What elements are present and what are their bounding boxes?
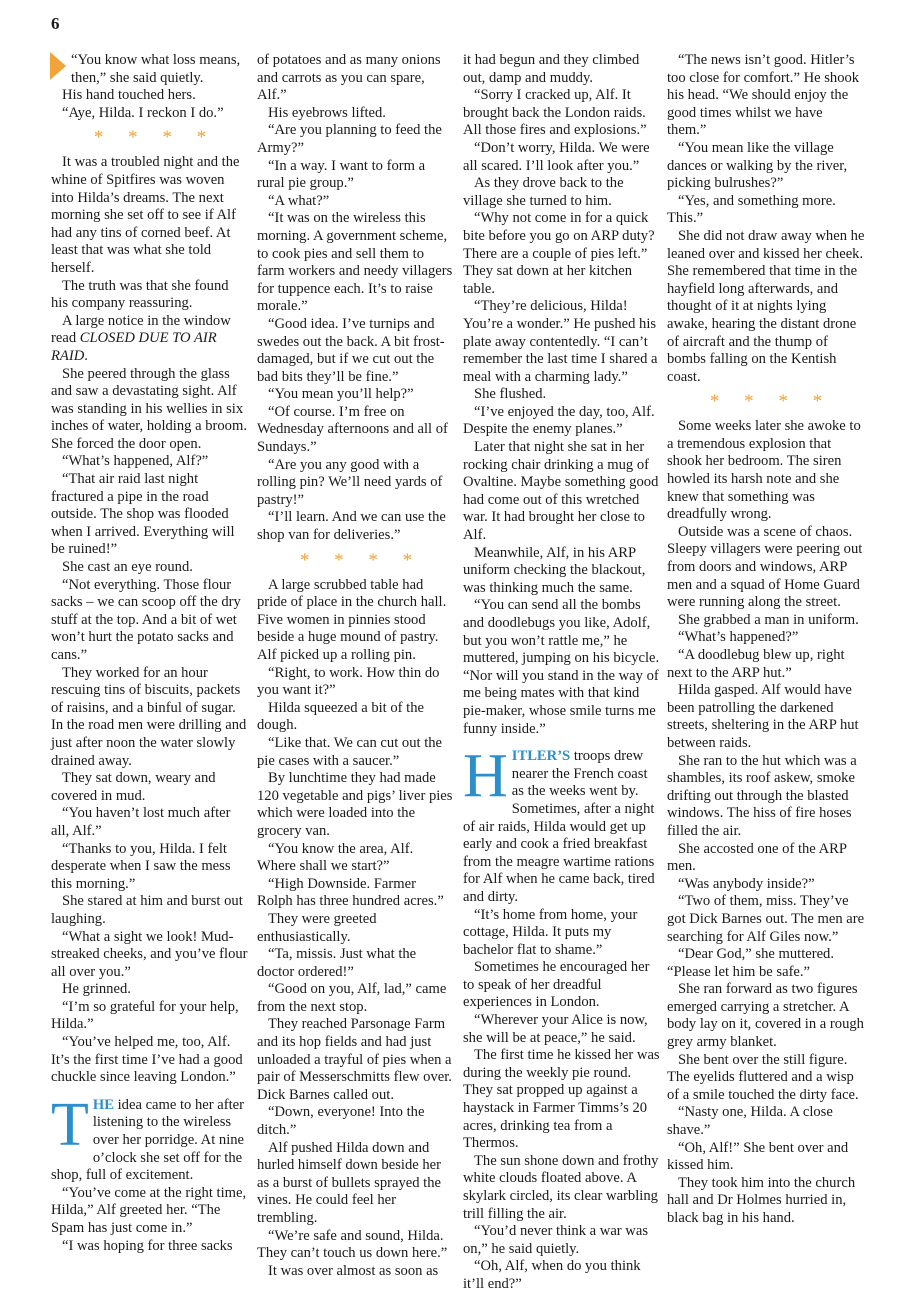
paragraph: She cast an eye round. — [62, 559, 193, 576]
section-break-stars: * * * * — [709, 391, 833, 413]
paragraph: “A doodlebug blew up, right next to the ARP hut.” — [667, 647, 845, 681]
paragraph: “Was anybody inside?” — [678, 875, 815, 892]
paragraph: “Right, to work. How thin do you want it?” — [257, 664, 440, 699]
drop-cap: H — [463, 742, 508, 811]
paragraph: “Thanks to you, Hilda. I felt desperate when I saw the mess this morning.” — [51, 840, 231, 892]
notice-text: CLOSED DUE TO AIR RAID — [51, 330, 217, 364]
paragraph: “I’ll learn. And we can use the shop van for deliveries.” — [257, 509, 446, 544]
paragraph: “Don’t worry, Hilda. We were all scared. I’ll look after you.” — [463, 139, 650, 174]
paragraph: “A what?” — [268, 192, 330, 209]
paragraph: “You’d never think a war was on,” he said quietly. — [463, 1223, 649, 1257]
section-break-stars: * * * * — [299, 549, 423, 571]
paragraph: “You haven’t lost much after all, Alf.” — [51, 805, 231, 839]
drop-cap: T — [51, 1090, 89, 1159]
paragraph: His hand touched hers. — [62, 87, 196, 104]
paragraph: A large scrubbed table had pride of place in the church hall. Five women in pinnies stood beside a huge mound of pastry. Alf picked up a rolling pin. — [257, 576, 447, 663]
paragraph: They were greeted enthusiastically. — [257, 910, 377, 945]
text-column-1 — [51, 52, 249, 1255]
paragraph: “What’s happened, Alf?” — [62, 453, 209, 470]
paragraph: “Yes, and something more. This.” — [667, 192, 836, 227]
paragraph: “Oh, Alf, when do you think it’ll end?” — [463, 1258, 641, 1292]
paragraph: “That air raid last night fractured a pipe in the road outside. The shop was flooded when I arrived. Everything will be ruined!” — [51, 471, 235, 558]
paragraph: “Why not come in for a quick bite before you go on ARP duty? There are a couple of pies left.” They sat down at her kitchen table. — [463, 210, 655, 297]
paragraph: She peered through the glass and saw a devastating sight. Alf was standing in his wellies in six inches of water, holding a broom. She forced the door open. — [51, 365, 247, 452]
paragraph: “You mean you’ll help?” — [268, 386, 414, 403]
paragraph: Hilda squeezed a bit of the dough. — [257, 699, 425, 734]
paragraph: The first time he kissed her was during the weekly pie round. They sat propped up against a haystack in Farmer Timms’s 20 acres, drinking tea from a Thermos. — [463, 1047, 660, 1152]
text-run: . — [84, 347, 88, 364]
paragraph: “Dear God,” she muttered. “Please let him be safe.” — [667, 946, 835, 980]
paragraph: They worked for an hour rescuing tins of biscuits, packets of raisins, and a binful of sugar. In the road men were drilling and just after noon the water slowly drained away. — [51, 664, 247, 769]
paragraph: She flushed. — [474, 386, 547, 403]
paragraph: “Two of them, miss. They’ve got Dick Barnes out. The men are searching for Alf Giles now.” — [667, 893, 865, 945]
paragraph: “It’s home from home, your cottage, Hilda. It puts my bachelor flat to shame.” — [463, 906, 638, 958]
paragraph: She ran forward as two figures emerged carrying a stretcher. A body lay on it, covered in a rough grey army blanket. — [667, 981, 864, 1051]
paragraph: “I was hoping for three sacks — [62, 1237, 233, 1254]
paragraph: Outside was a scene of chaos. Sleepy villagers were peering out from doors and windows, ARP men and a squad of Home Guard were running along the street. — [667, 523, 863, 611]
paragraph: Some weeks later she awoke to a tremendous explosion that shook her bedroom. The siren howled its harsh note and she knew that something was dreadfully wrong. — [667, 418, 861, 523]
paragraph: They reached Parsonage Farm and its hop fields and had just unloaded a trayful of pies when a pair of Messerschmitts flew over. Dick Barnes called out. — [257, 1016, 452, 1103]
page-number: 6 — [51, 14, 60, 33]
paragraph: “You can send all the bombs and doodlebugs you like, Adolf, but you won’t rattle me,” he muttered, jumping on his bicycle. “Nor will you stand in the way of me being mates with that kind pie-maker, whose smile turns me funny inside.” — [463, 597, 660, 737]
paragraph: “It was on the wireless this morning. A government scheme, to cook pies and sell them to farm workers and needy villagers for tuppence each. It’s to raise morale.” — [257, 210, 453, 315]
paragraph: “Ta, missis. Just what the doctor ordered!” — [257, 946, 417, 980]
paragraph: She did not draw away when he leaned over and kissed her cheek. She remembered that time in the hayfield long afterwards, and thought of it at nights lying awake, hearing the distant drone of aircraft and the thump of bombs falling on the Kentish coast. — [667, 227, 865, 385]
paragraph: She stared at him and burst out laughing. — [51, 893, 243, 927]
paragraph: “Sorry I cracked up, Alf. It brought back the London raids. All those fires and explosions.” — [463, 87, 647, 139]
paragraph: “Wherever your Alice is now, she will be at peace,” he said. — [463, 1012, 648, 1046]
paragraph: “I’ve enjoyed the day, too, Alf. Despite the enemy planes.” — [463, 403, 655, 438]
paragraph: The truth was that she found his company reassuring. — [51, 277, 229, 312]
text-run: troops drew nearer the French coast as the weeks went by. Sometimes, after a night of air raids, Hilda would get up early and cook a fried breakfast from the meagre wartime rations for Alf when he came back, tired and dirty. — [463, 748, 655, 905]
lead-word: ITLER’S — [511, 748, 571, 765]
paragraph: “Good on you, Alf, lad,” came from the next stop. — [257, 981, 447, 1015]
paragraph: “You’ve come at the right time, Hilda,” Alf greeted her. “The Spam has just come in.” — [51, 1184, 247, 1236]
paragraph: Alf pushed Hilda down and hurled himself down beside her as a burst of bullets sprayed the vines. He could feel her trembling. — [257, 1139, 441, 1226]
text-run: A large notice in the window read — [51, 312, 231, 347]
paragraph: “Of course. I’m free on Wednesday afternoons and all of Sundays.” — [257, 403, 448, 456]
paragraph: “I’m so grateful for your help, Hilda.” — [51, 998, 239, 1033]
paragraph: Meanwhile, Alf, in his ARP uniform checking the blackout, was thinking much the same. — [463, 544, 646, 596]
paragraph: They sat down, weary and covered in mud. — [51, 770, 216, 804]
paragraph-dropcap — [463, 742, 661, 906]
paragraph: “You know what loss means, then,” she said quietly. — [71, 52, 241, 86]
text-column-3 — [463, 52, 661, 1294]
paragraph-dropcap — [51, 1090, 249, 1185]
section-break-stars: * * * * — [93, 127, 217, 149]
paragraph: “In a way. I want to form a rural pie group.” — [257, 157, 426, 192]
paragraph: “You know the area, Alf. Where shall we start?” — [257, 840, 414, 875]
paragraph: Later that night she sat in her rocking chair drinking a mug of Ovaltine. Maybe something good had come out of this wretched war. It had brought her close to Alf. — [463, 439, 659, 544]
paragraph: “Not everything. Those flour sacks – we can scoop off the dry stuff at the top. And a bit of wet won’t hurt the potato sacks and cans.” — [51, 576, 241, 663]
paragraph: “What’s happened?” — [678, 629, 799, 646]
paragraph: “Aye, Hilda. I reckon I do.” — [62, 104, 224, 121]
paragraph: Hilda gasped. Alf would have been patrolling the darkened streets, sheltering in the ARP hut between raids. — [667, 682, 859, 751]
paragraph: It was over almost as soon as — [268, 1262, 439, 1279]
lead-word: HE — [92, 1096, 114, 1113]
paragraph: He grinned. — [62, 981, 131, 998]
paragraph: The sun shone down and frothy white clouds floated above. A skylark circled, its clear warbling trill filling the air. — [463, 1152, 659, 1222]
paragraph — [51, 313, 249, 366]
paragraph: “You mean like the village dances or walking by the river, picking bulrushes?” — [667, 139, 848, 192]
paragraph: They took him into the church hall and Dr Holmes hurried in, black bag in his hand. — [667, 1174, 856, 1226]
paragraph: By lunchtime they had made 120 vegetable and pigs’ liver pies which were loaded into the grocery van. — [257, 770, 453, 839]
paragraph: “Nasty one, Hilda. A close shave.” — [667, 1104, 833, 1139]
paragraph: “Oh, Alf!” She bent over and kissed him. — [667, 1139, 849, 1174]
paragraph: “What a sight we look! Mud-streaked cheeks, and you’ve flour all over you.” — [51, 928, 248, 980]
paragraph: “Are you planning to feed the Army?” — [257, 122, 442, 156]
paragraph: “Are you any good with a rolling pin? We’ll need yards of pastry!” — [257, 456, 443, 508]
paragraph: His eyebrows lifted. — [268, 104, 386, 121]
text-column-2 — [257, 52, 455, 1280]
paragraph: She grabbed a man in uniform. — [678, 611, 859, 628]
paragraph: “Good idea. I’ve turnips and swedes out the back. A bit frost-damaged, but if we cut out the bad bits they’ll be fine.” — [257, 315, 445, 385]
paragraph: “High Downside. Farmer Rolph has three hundred acres.” — [257, 875, 444, 910]
paragraph: She ran to the hut which was a shambles, its roof askew, smoke drifting out through the blasted windows. The hiss of fire hoses filled the air. — [667, 752, 857, 839]
paragraph: She bent over the still figure. The eyelids fluttered and a wisp of a smile touched the dirty face. — [667, 1051, 859, 1103]
paragraph: “The news isn’t good. Hitler’s too close for comfort.” He shook his head. “We should enjoy the good times whilst we have them.” — [667, 52, 860, 139]
paragraph: it had begun and they climbed out, damp and muddy. — [463, 52, 640, 86]
paragraph: She accosted one of the ARP men. — [667, 840, 847, 875]
paragraph: “You’ve helped me, too, Alf. It’s the first time I’ve had a good chuckle since leaving London.” — [51, 1034, 243, 1086]
text-column-4 — [667, 52, 865, 1228]
paragraph: Sometimes he encouraged her to speak of her dreadful experiences in London. — [463, 959, 650, 1011]
paragraph: “They’re delicious, Hilda! You’re a wonder.” He pushed his plate away contentedly. “I can’t remember the last time I shared a meal with a charming lady.” — [463, 298, 658, 385]
paragraph: It was a troubled night and the whine of Spitfires was woven into Hilda’s dreams. The next morning she set off to see if Alf had any tins of corned beef. At least that was what she told herself. — [51, 154, 240, 276]
paragraph: “We’re safe and sound, Hilda. They can’t touch us down here.” — [257, 1227, 448, 1262]
text-run: idea came to her after listening to the wireless over her porridge. At nine o’clock she set off for the shop, full of excitement. — [51, 1096, 245, 1184]
paragraph: As they drove back to the village she turned to him. — [463, 175, 624, 209]
paragraph: “Down, everyone! Into the ditch.” — [257, 1104, 425, 1139]
paragraph: “Like that. We can cut out the pie cases with a saucer.” — [257, 734, 443, 769]
paragraph: of potatoes and as many onions and carrots as you can spare, Alf.” — [257, 52, 441, 104]
story-continue-arrow-icon — [50, 52, 66, 80]
